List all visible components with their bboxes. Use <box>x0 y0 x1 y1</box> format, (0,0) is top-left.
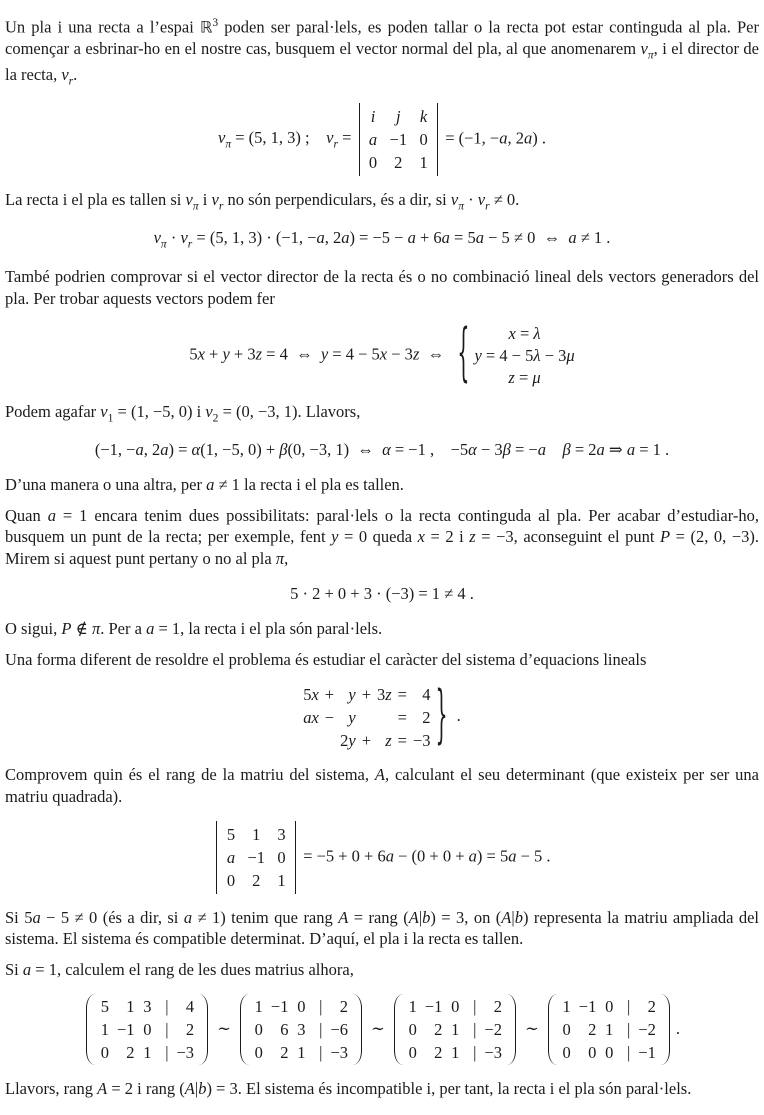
determinant-ijk: i j k a −1 0 0 2 1 <box>359 103 439 176</box>
system-rows: 5x + y + 3z = 4 ax − y = 2 2y + z = −3 <box>303 684 431 750</box>
left-paren <box>240 994 249 1065</box>
right-paren <box>661 994 670 1065</box>
paragraph-final-conclusion: Llavors, rang A = 2 i rang (A|b) = 3. El sistema és incompatible i, per tant, la recta i el pla són paral·lels. <box>5 1079 692 1099</box>
paragraph-case-a-equals-1: Quan a = 1 encara tenim dues possibilitats: paral·lels o la recta continguda al pla. Per acabar d’estudiar-ho, busquem un punt de la recta; per exemple, fent y = 0 queda x = 2 i z = −3, aconseguint el punt P = (2, 0, −3). Mirem si aquest punt pertany o no al pla π, <box>5 505 760 569</box>
equation-period: . <box>675 1018 681 1038</box>
left-paren <box>86 994 95 1065</box>
row-equivalence-tilde: ∼ <box>371 1018 385 1038</box>
determinant-system-matrix: 5 1 3 a −1 0 0 2 1 <box>216 821 296 894</box>
cases-group <box>452 317 575 390</box>
augmented-matrix-3: 1 −1 0 | 2 0 2 1 | −2 0 2 1 | −3 <box>394 994 516 1065</box>
equation-alpha-beta: (−1, −a, 2a) = α(1, −5, 0) + β(0, −3, 1) ⇔ α = −1 , −5α − 3β = −a β = 2a ⇒ a = 1 . <box>94 440 670 460</box>
augmented-matrix-4: 1 −1 0 | 2 0 2 1 | −2 0 0 0 | −1 <box>548 994 670 1065</box>
paragraph-parallel-conclusion: O sigui, P ∉ π. Per a a = 1, la recta i el pla són paral·lels. <box>5 618 383 638</box>
paragraph-linear-combination: També podrien comprovar si el vector director de la recta és o no combinació lineal dels vectors generadors del pla. Per trobar aquests vectors podem fer <box>5 266 759 308</box>
paragraph-rank-discussion: Si 5a − 5 ≠ 0 (és a dir, si a ≠ 1) tenim que rang A = rang (A|b) = 3, on (A|b) representa la matriu ampliada del sistema. El sistema és compatible determinat. D’aquí, el pla i la recta es tallen. <box>5 907 759 949</box>
left-paren <box>548 994 557 1065</box>
equation-linear-system <box>5 679 759 752</box>
paragraph-a-equals-1-ranks: Si a = 1, calculem el rang de les dues matrius alhora, <box>5 960 354 980</box>
equation-period: . <box>456 705 461 725</box>
left-brace: { <box>457 317 470 390</box>
paragraph-intersection-condition: La recta i el pla es tallen si $v_\pi$ i $v_r$ no són perpendiculars, és a dir, si $v_\pi \cdot v_r \ne 0$. <box>5 189 520 213</box>
equation-dot-product: $v_\pi \cdot v_r = (5$, 1, 3) · (−1, −a, 2a) = −5 − a + 6a = 5a − 5 ≠ 0 ⇔ a ≠ 1 . <box>153 228 611 251</box>
equation-lhs: $v_\pi = (5$, 1, 3) ; $v_r$ = <box>217 128 356 151</box>
case-line: x = λ <box>508 323 541 343</box>
augmented-matrix-2: 1 −1 0 | 2 0 6 3 | −6 0 2 1 | −3 <box>240 994 362 1065</box>
case-line: z = μ <box>508 367 541 387</box>
right-paren <box>199 994 208 1065</box>
paragraph-conclusion-a-not-1: D’una manera o una altra, per a ≠ 1 la recta i el pla es tallen. <box>5 474 404 494</box>
right-paren <box>353 994 362 1065</box>
right-paren <box>507 994 516 1065</box>
row-equivalence-tilde: ∼ <box>217 1018 231 1038</box>
left-paren <box>394 994 403 1065</box>
augmented-matrix-1: 5 1 3 | 4 1 −1 0 | 2 0 2 1 | −3 <box>86 994 208 1065</box>
paragraph-intro: Un pla i una recta a l’espai ℝ$^3$ poden ser paral·lels, es poden tallar o la recta pot estar continguda al pla. Per començar a esbrinar-ho en el nostre cas, busquem el vector normal del pla, al que anomenarem $v_\pi$, i el director de la recta, $v_r$. <box>5 17 759 88</box>
math-document <box>5 16 759 1100</box>
paragraph-rank-determinant: Comprovem quin és el rang de la matriu del sistema, A, calculant el seu determinant (que existeix per ser una matriu quadrada). <box>5 764 759 806</box>
equation-system-determinant: 5 1 3 a −1 0 0 2 1 = −5 + 0 + 6a − (0 + 0 + a) = 5a − 5 . <box>5 821 759 894</box>
right-brace: } <box>435 679 448 752</box>
case-line: y = 4 − 5λ − 3μ <box>474 345 575 365</box>
equation-plane-parametric: 5x + y + 3z = 4 ⇔ y = 4 − 5x − 3z ⇔ { x = λ y = 4 − 5λ − 3μ z = μ <box>189 317 575 390</box>
paragraph-alternative-method: Una forma diferent de resoldre el problema és estudiar el caràcter del sistema d’equacions lineals <box>5 649 647 669</box>
paragraph-generator-vectors: Podem agafar $v_1 = (1$, −5, 0) i $v_2 = (0$, −3, 1). Llavors, <box>5 401 361 424</box>
equation-row-reduction <box>5 994 759 1065</box>
equation-normal-and-director <box>5 103 759 176</box>
equation-point-check: 5 · 2 + 0 + 3 · (−3) = 1 ≠ 4 . <box>290 584 474 604</box>
row-equivalence-tilde: ∼ <box>524 1018 539 1038</box>
cases-lines <box>474 323 574 388</box>
equation-rhs: = (−1, −a, 2a) . <box>441 128 546 147</box>
